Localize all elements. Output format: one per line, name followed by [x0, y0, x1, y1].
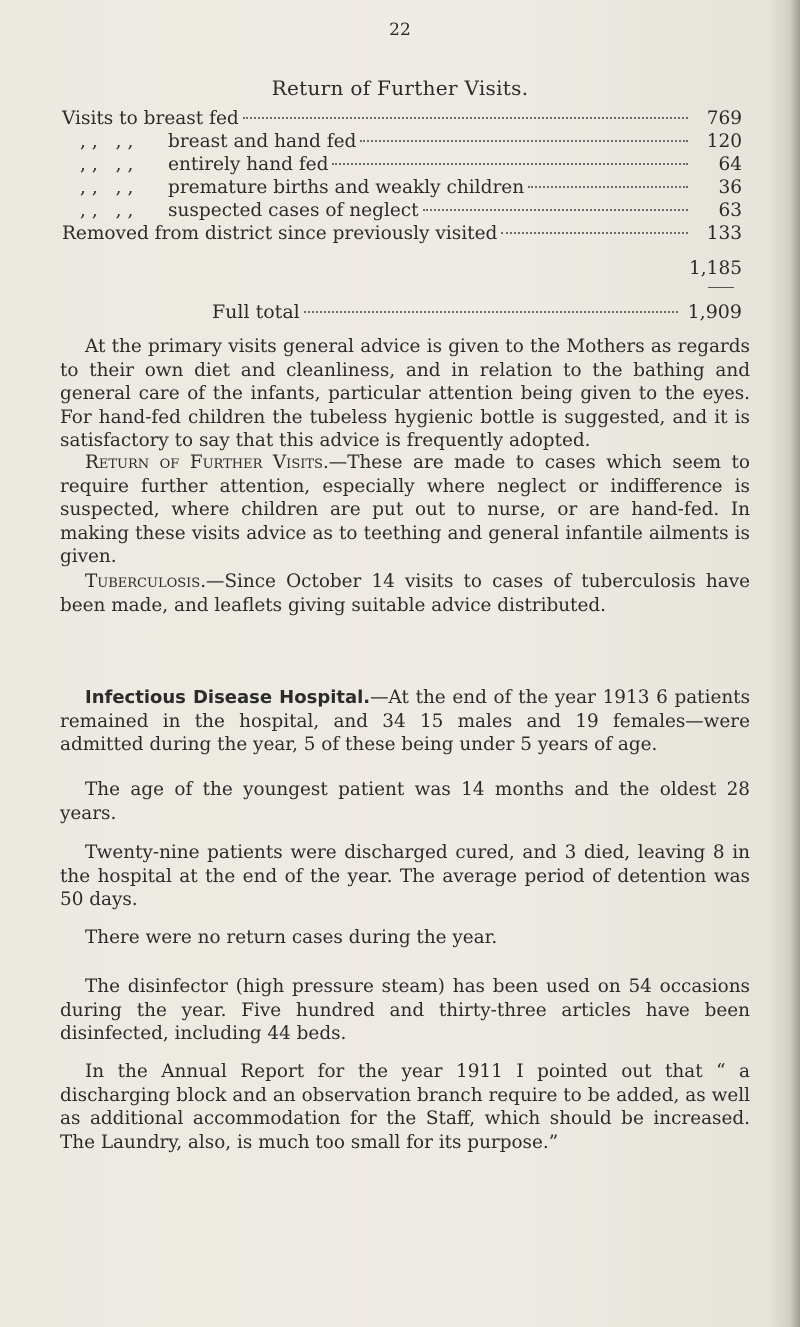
row-label: breast and hand fed — [168, 131, 357, 152]
paragraph-text: The disinfector (high pressure steam) has been used on 54 occasions during the year. Five hundred and thirty-three articles have been disinfected, including 44 beds. — [60, 976, 750, 1044]
returns-row — [62, 131, 742, 154]
paragraph-text: There were no return cases during the year. — [85, 927, 498, 948]
paragraph-text: The age of the youngest patient was 14 months and the oldest 28 years. — [60, 779, 750, 824]
row-lead: ,, ,, — [80, 154, 140, 175]
dot-leader — [332, 163, 688, 165]
row-value: 120 — [706, 131, 742, 152]
subtotal-value: 1,185 — [689, 258, 742, 279]
dot-leader — [243, 117, 688, 119]
row-value: 63 — [718, 200, 742, 221]
paragraph-annual-report — [60, 1060, 750, 1154]
dot-leader — [304, 311, 678, 313]
row-label: Removed from district since previously visited — [62, 223, 498, 244]
row-lead: ,, ,, — [80, 177, 140, 198]
full-total-value: 1,909 — [687, 301, 742, 323]
paragraph-heading: Infectious Disease Hospital. — [85, 687, 371, 708]
row-label: breast fed — [143, 108, 239, 129]
subtotal-row — [62, 258, 742, 279]
row-value: 64 — [718, 154, 742, 175]
paragraph-return-cases — [60, 926, 750, 950]
paragraph-primary-visits — [60, 335, 750, 453]
row-value: 133 — [706, 223, 742, 244]
returns-row — [62, 108, 742, 131]
row-value: 769 — [706, 108, 742, 129]
paragraph-text: —These are made to cases which seem to require further attention, especially where neglect or indifference is suspected, where children are put out to nurse, or are hand-fed. In making these visits advice as to teething and general infantile ailments is given. — [60, 452, 750, 567]
row-lead: ,, ,, — [80, 200, 140, 221]
paragraph-disinfector — [60, 975, 750, 1046]
paragraph-heading: Return of Further Visits. — [85, 452, 329, 473]
row-label: suspected cases of neglect — [168, 200, 419, 221]
dot-leader — [528, 186, 688, 188]
dot-leader — [501, 232, 688, 234]
total-rule — [62, 287, 742, 297]
returns-table — [62, 108, 742, 324]
paragraph-text: —Since October 14 visits to cases of tuberculosis have been made, and leaflets giving suitable advice distributed. — [60, 571, 750, 616]
section-heading: Return of Further Visits. — [271, 76, 529, 100]
paragraph-text: In the Annual Report for the year 1911 I pointed out that “ a discharging block and an observation branch require to be added, as well as additional accommodation for the Staff, which should be increased. The Laundry, also, is much too small for its purpose.” — [60, 1061, 750, 1153]
full-total-row — [62, 301, 742, 324]
full-total-label: Full total — [212, 301, 300, 323]
row-label: entirely hand fed — [168, 154, 329, 175]
returns-row — [62, 154, 742, 177]
dot-leader — [360, 140, 688, 142]
paragraph-heading: Tuberculosis. — [85, 571, 207, 592]
row-lead: ,, ,, — [80, 131, 140, 152]
returns-row — [62, 200, 742, 223]
dot-leader — [423, 209, 688, 211]
paragraph-discharges — [60, 841, 750, 912]
paragraph-patient-ages — [60, 778, 750, 825]
page-edge-shadow — [790, 0, 800, 1327]
paragraph-hospital — [60, 686, 750, 757]
paragraph-further-visits — [60, 451, 750, 569]
paragraph-tuberculosis — [60, 570, 750, 617]
returns-row — [62, 223, 742, 246]
row-label: premature births and weakly children — [168, 177, 525, 198]
page-number: 22 — [389, 20, 411, 40]
paragraph-text: —At the end of the year 1913 6 patients remained in the hospital, and 34 15 males and 19 females—were admitted during the year, 5 of these being under 5 years of age. — [60, 687, 751, 755]
row-value: 36 — [718, 177, 742, 198]
paragraph-text: At the primary visits general advice is given to the Mothers as regards to their own diet and cleanliness, and in relation to the bathing and general care of the infants, particular attention being given to the eyes. For hand-fed children the tubeless hygienic bottle is suggested, and it is satisfactory to say that this advice is frequently adopted. — [60, 336, 750, 451]
paragraph-text: Twenty-nine patients were discharged cured, and 3 died, leaving 8 in the hospital at the end of the year. The average period of detention was 50 days. — [60, 842, 750, 910]
row-lead: Visits to — [62, 108, 138, 129]
returns-row — [62, 177, 742, 200]
